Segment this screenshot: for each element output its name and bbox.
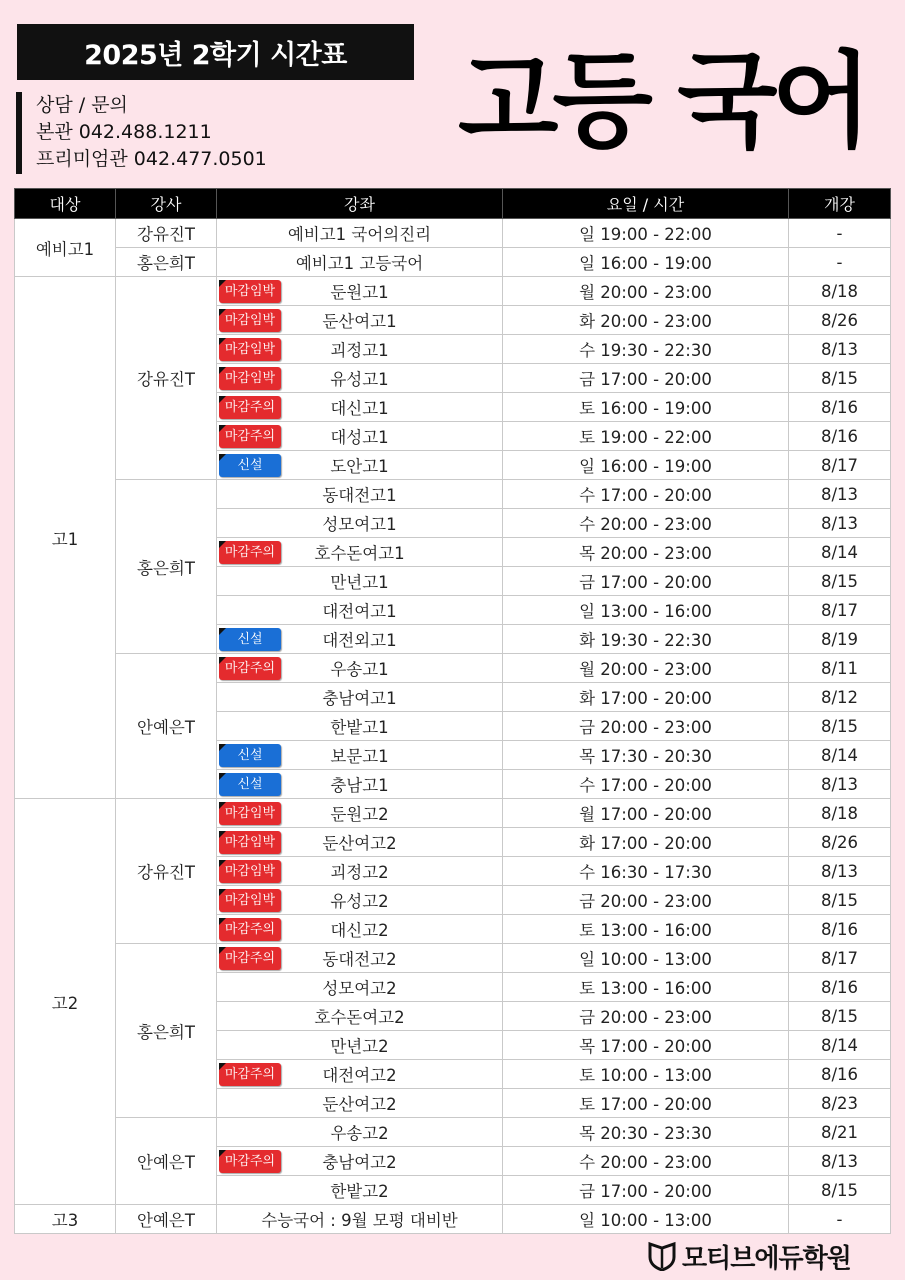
deadline-badge: 마감주의 xyxy=(219,918,281,941)
start-date-cell: 8/19 xyxy=(789,625,891,654)
course-cell xyxy=(217,654,503,683)
contact-main-branch: 본관 042.488.1211 xyxy=(36,121,212,143)
start-date-cell: 8/18 xyxy=(789,799,891,828)
start-date-cell: 8/23 xyxy=(789,1089,891,1118)
course-name: 우송고2 xyxy=(330,1124,389,1143)
teacher-cell: 안예은T xyxy=(116,1205,217,1234)
deadline-badge: 마감임박 xyxy=(219,831,281,854)
course-cell xyxy=(217,625,503,654)
course-name: 충남고1 xyxy=(330,776,389,795)
start-date-cell: 8/16 xyxy=(789,393,891,422)
teacher-cell: 홍은희T xyxy=(116,944,217,1118)
start-date-cell: 8/15 xyxy=(789,712,891,741)
time-cell: 월 20:00 - 23:00 xyxy=(503,654,789,683)
start-date-cell: 8/16 xyxy=(789,973,891,1002)
course-name: 호수돈여고1 xyxy=(314,544,405,563)
teacher-cell: 강유진T xyxy=(116,277,217,480)
course-cell xyxy=(217,538,503,567)
contact-info xyxy=(16,92,267,174)
course-cell xyxy=(217,799,503,828)
time-cell: 일 16:00 - 19:00 xyxy=(503,248,789,277)
course-name: 만년고2 xyxy=(330,1037,389,1056)
course-cell xyxy=(217,973,503,1002)
deadline-badge: 마감주의 xyxy=(219,1063,281,1086)
course-cell xyxy=(217,219,503,248)
start-date-cell: 8/13 xyxy=(789,335,891,364)
course-name: 유성고2 xyxy=(330,892,389,911)
deadline-badge: 마감주의 xyxy=(219,425,281,448)
start-date-cell: 8/13 xyxy=(789,1147,891,1176)
course-name: 호수돈여고2 xyxy=(314,1008,405,1027)
course-cell xyxy=(217,1147,503,1176)
target-cell: 고1 xyxy=(15,277,116,799)
time-cell: 수 16:30 - 17:30 xyxy=(503,857,789,886)
course-name: 도안고1 xyxy=(330,457,389,476)
table-row xyxy=(15,944,891,973)
course-name: 충남여고2 xyxy=(322,1153,397,1172)
col-header-time: 요일 / 시간 xyxy=(503,189,789,219)
time-cell: 토 19:00 - 22:00 xyxy=(503,422,789,451)
course-name: 둔원고2 xyxy=(330,805,389,824)
course-cell xyxy=(217,364,503,393)
course-cell xyxy=(217,1176,503,1205)
course-cell xyxy=(217,1031,503,1060)
course-name: 둔산여고2 xyxy=(322,834,397,853)
course-cell xyxy=(217,886,503,915)
time-cell: 화 20:00 - 23:00 xyxy=(503,306,789,335)
course-name: 충남여고1 xyxy=(322,689,397,708)
col-header-teacher: 강사 xyxy=(116,189,217,219)
deadline-badge: 마감임박 xyxy=(219,367,281,390)
time-cell: 금 17:00 - 20:00 xyxy=(503,567,789,596)
start-date-cell: 8/21 xyxy=(789,1118,891,1147)
time-cell: 화 17:00 - 20:00 xyxy=(503,683,789,712)
course-name: 대성고1 xyxy=(330,428,389,447)
course-name: 둔원고1 xyxy=(330,283,389,302)
course-name: 동대전고1 xyxy=(322,486,397,505)
time-cell: 토 13:00 - 16:00 xyxy=(503,915,789,944)
course-name: 대전외고1 xyxy=(322,631,397,650)
time-cell: 금 20:00 - 23:00 xyxy=(503,886,789,915)
teacher-cell: 홍은희T xyxy=(116,248,217,277)
time-cell: 월 20:00 - 23:00 xyxy=(503,277,789,306)
time-cell: 수 20:00 - 23:00 xyxy=(503,1147,789,1176)
teacher-cell: 안예은T xyxy=(116,1118,217,1205)
course-cell xyxy=(217,596,503,625)
deadline-badge: 마감임박 xyxy=(219,802,281,825)
time-cell: 수 17:00 - 20:00 xyxy=(503,480,789,509)
start-date-cell: - xyxy=(789,1205,891,1234)
time-cell: 수 17:00 - 20:00 xyxy=(503,770,789,799)
time-cell: 일 13:00 - 16:00 xyxy=(503,596,789,625)
course-cell xyxy=(217,683,503,712)
table-row xyxy=(15,277,891,306)
deadline-badge: 마감임박 xyxy=(219,338,281,361)
time-cell: 일 16:00 - 19:00 xyxy=(503,451,789,480)
contact-premium-branch: 프리미엄관 042.477.0501 xyxy=(36,148,267,170)
course-name: 수능국어 : 9월 모평 대비반 xyxy=(261,1211,458,1230)
start-date-cell: 8/14 xyxy=(789,1031,891,1060)
course-name: 예비고1 국어의진리 xyxy=(287,225,432,244)
target-cell: 예비고1 xyxy=(15,219,116,277)
deadline-badge: 마감주의 xyxy=(219,396,281,419)
course-name: 대전여고1 xyxy=(322,602,397,621)
table-row xyxy=(15,480,891,509)
start-date-cell: 8/14 xyxy=(789,538,891,567)
term-title: 2025년 2학기 시간표 xyxy=(17,24,414,80)
deadline-badge: 마감주의 xyxy=(219,1150,281,1173)
time-cell: 수 19:30 - 22:30 xyxy=(503,335,789,364)
course-cell xyxy=(217,944,503,973)
teacher-cell: 강유진T xyxy=(116,219,217,248)
start-date-cell: 8/13 xyxy=(789,770,891,799)
start-date-cell: 8/11 xyxy=(789,654,891,683)
time-cell: 일 10:00 - 13:00 xyxy=(503,1205,789,1234)
start-date-cell: 8/26 xyxy=(789,306,891,335)
contact-heading: 상담 / 문의 xyxy=(36,94,128,116)
course-cell xyxy=(217,1118,503,1147)
deadline-badge: 마감임박 xyxy=(219,860,281,883)
target-cell: 고3 xyxy=(15,1205,116,1234)
col-header-start: 개강 xyxy=(789,189,891,219)
course-name: 괴정고1 xyxy=(330,341,389,360)
course-cell xyxy=(217,915,503,944)
time-cell: 수 20:00 - 23:00 xyxy=(503,509,789,538)
start-date-cell: 8/18 xyxy=(789,277,891,306)
course-name: 대전여고2 xyxy=(322,1066,397,1085)
table-row xyxy=(15,219,891,248)
course-cell xyxy=(217,306,503,335)
time-cell: 토 17:00 - 20:00 xyxy=(503,1089,789,1118)
brand-logo xyxy=(648,1239,851,1273)
course-name: 보문고1 xyxy=(330,747,389,766)
start-date-cell: 8/12 xyxy=(789,683,891,712)
col-header-target: 대상 xyxy=(15,189,116,219)
course-cell xyxy=(217,480,503,509)
start-date-cell: 8/15 xyxy=(789,1002,891,1031)
start-date-cell: 8/13 xyxy=(789,509,891,538)
course-cell xyxy=(217,277,503,306)
time-cell: 월 17:00 - 20:00 xyxy=(503,799,789,828)
start-date-cell: 8/16 xyxy=(789,422,891,451)
start-date-cell: - xyxy=(789,248,891,277)
time-cell: 목 17:30 - 20:30 xyxy=(503,741,789,770)
table-row xyxy=(15,799,891,828)
new-class-badge: 신설 xyxy=(219,628,281,651)
course-name: 한밭고2 xyxy=(330,1182,389,1201)
start-date-cell: 8/17 xyxy=(789,451,891,480)
time-cell: 화 19:30 - 22:30 xyxy=(503,625,789,654)
schedule-table xyxy=(14,188,891,1234)
start-date-cell: 8/15 xyxy=(789,364,891,393)
time-cell: 일 19:00 - 22:00 xyxy=(503,219,789,248)
course-cell xyxy=(217,335,503,364)
course-name: 둔산여고2 xyxy=(322,1095,397,1114)
new-class-badge: 신설 xyxy=(219,773,281,796)
new-class-badge: 신설 xyxy=(219,454,281,477)
course-cell xyxy=(217,248,503,277)
course-cell xyxy=(217,1205,503,1234)
time-cell: 금 20:00 - 23:00 xyxy=(503,712,789,741)
deadline-badge: 마감주의 xyxy=(219,657,281,680)
start-date-cell: 8/16 xyxy=(789,915,891,944)
course-cell xyxy=(217,1002,503,1031)
course-cell xyxy=(217,741,503,770)
start-date-cell: 8/26 xyxy=(789,828,891,857)
time-cell: 일 10:00 - 13:00 xyxy=(503,944,789,973)
table-row xyxy=(15,654,891,683)
course-name: 우송고1 xyxy=(330,660,389,679)
course-name: 둔산여고1 xyxy=(322,312,397,331)
table-header-row xyxy=(15,189,891,219)
start-date-cell: 8/14 xyxy=(789,741,891,770)
course-cell xyxy=(217,451,503,480)
start-date-cell: 8/17 xyxy=(789,944,891,973)
course-name: 괴정고2 xyxy=(330,863,389,882)
time-cell: 금 20:00 - 23:00 xyxy=(503,1002,789,1031)
course-cell xyxy=(217,1089,503,1118)
target-cell: 고2 xyxy=(15,799,116,1205)
start-date-cell: 8/15 xyxy=(789,1176,891,1205)
course-name: 대신고1 xyxy=(330,399,389,418)
deadline-badge: 마감주의 xyxy=(219,947,281,970)
time-cell: 토 10:00 - 13:00 xyxy=(503,1060,789,1089)
table-row xyxy=(15,248,891,277)
time-cell: 토 13:00 - 16:00 xyxy=(503,973,789,1002)
course-cell xyxy=(217,567,503,596)
course-name: 성모여고2 xyxy=(322,979,397,998)
teacher-cell: 강유진T xyxy=(116,799,217,944)
time-cell: 목 20:00 - 23:00 xyxy=(503,538,789,567)
time-cell: 금 17:00 - 20:00 xyxy=(503,1176,789,1205)
schedule-body xyxy=(15,219,891,1234)
start-date-cell: 8/15 xyxy=(789,886,891,915)
course-name: 만년고1 xyxy=(330,573,389,592)
course-cell xyxy=(217,393,503,422)
course-name: 성모여고1 xyxy=(322,515,397,534)
course-name: 유성고1 xyxy=(330,370,389,389)
course-cell xyxy=(217,509,503,538)
new-class-badge: 신설 xyxy=(219,744,281,767)
start-date-cell: 8/13 xyxy=(789,857,891,886)
course-cell xyxy=(217,857,503,886)
brand-name: 모티브에듀학원 xyxy=(682,1243,851,1274)
time-cell: 화 17:00 - 20:00 xyxy=(503,828,789,857)
time-cell: 목 17:00 - 20:00 xyxy=(503,1031,789,1060)
table-row xyxy=(15,1205,891,1234)
deadline-badge: 마감주의 xyxy=(219,541,281,564)
col-header-course: 강좌 xyxy=(217,189,503,219)
course-cell xyxy=(217,712,503,741)
course-name: 대신고2 xyxy=(330,921,389,940)
deadline-badge: 마감임박 xyxy=(219,309,281,332)
teacher-cell: 안예은T xyxy=(116,654,217,799)
course-cell xyxy=(217,422,503,451)
table-row xyxy=(15,1118,891,1147)
shield-book-icon xyxy=(648,1241,676,1271)
start-date-cell: 8/15 xyxy=(789,567,891,596)
subject-title: 고등 국어 xyxy=(457,40,867,162)
time-cell: 금 17:00 - 20:00 xyxy=(503,364,789,393)
deadline-badge: 마감임박 xyxy=(219,889,281,912)
start-date-cell: - xyxy=(789,219,891,248)
course-name: 한밭고1 xyxy=(330,718,389,737)
start-date-cell: 8/16 xyxy=(789,1060,891,1089)
course-cell xyxy=(217,1060,503,1089)
course-name: 동대전고2 xyxy=(322,950,397,969)
time-cell: 토 16:00 - 19:00 xyxy=(503,393,789,422)
time-cell: 목 20:30 - 23:30 xyxy=(503,1118,789,1147)
course-cell xyxy=(217,770,503,799)
start-date-cell: 8/13 xyxy=(789,480,891,509)
course-name: 예비고1 고등국어 xyxy=(295,254,424,273)
course-cell xyxy=(217,828,503,857)
start-date-cell: 8/17 xyxy=(789,596,891,625)
teacher-cell: 홍은희T xyxy=(116,480,217,654)
deadline-badge: 마감임박 xyxy=(219,280,281,303)
